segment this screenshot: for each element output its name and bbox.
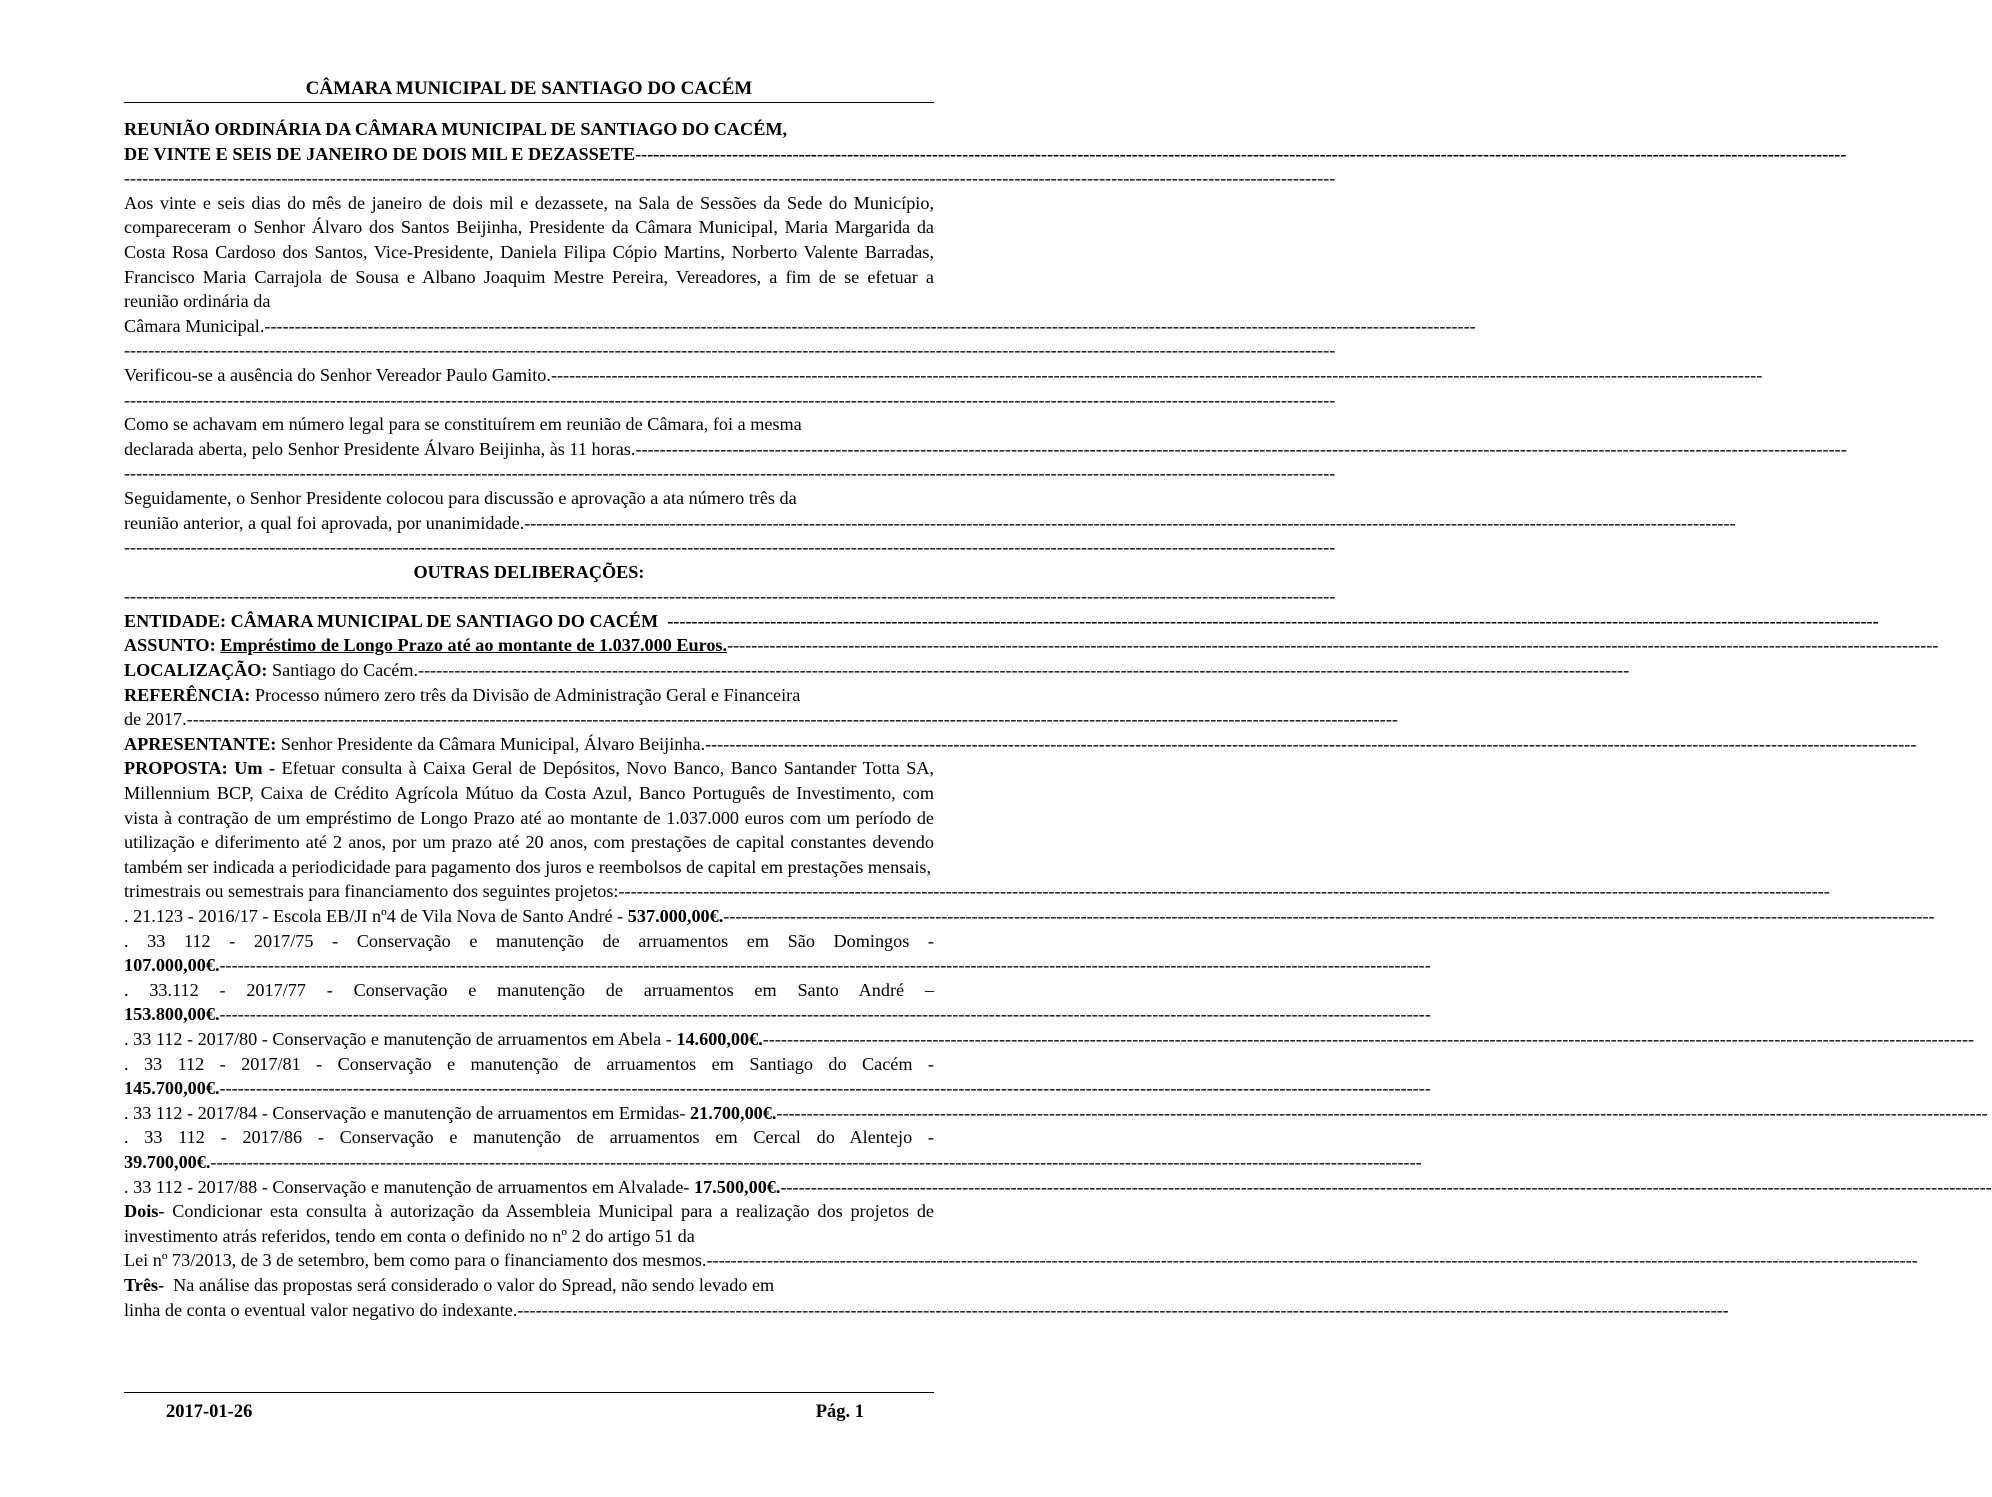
page-footer [124,1392,934,1423]
project-item: . 33 112 - 2017/84 - Conservação e manutenção de arruamentos em Ermidas- 21.700,00€. -------------------------------------------------------------------------------------------------------------------------------------------------------------------------------------------------------- [124,1102,1988,1123]
presenter-line: APRESENTANTE: Senhor Presidente da Câmara Municipal, Álvaro Beijinha. -------------------------------------------------------------------------------------------------------------------------------------------------------------------------------------------------------- [124,733,1917,754]
project-item: . 33 112 - 2017/80 - Conservação e manutenção de arruamentos em Abela - 14.600,00€. -------------------------------------------------------------------------------------------------------------------------------------------------------------------------------------------------------- [124,1028,1975,1049]
entity-line: ENTIDADE: CÂMARA MUNICIPAL DE SANTIAGO DO CACÉM -------------------------------------------------------------------------------------------------------------------------------------------------------------------------------------------------------- [124,610,1879,631]
document-page [124,78,1992,1322]
opening-paragraph-end: Câmara Municipal. -------------------------------------------------------------------------------------------------------------------------------------------------------------------------------------------------------- [124,315,1476,336]
meeting-heading-line1: REUNIÃO ORDINÁRIA DA CÂMARA MUNICIPAL DE SANTIAGO DO CACÉM, [124,119,788,139]
item-two-paragraph: Dois- Condicionar esta consulta à autorização da Assembleia Municipal para a realização dos projetos de investimento atrás referidos, tendo em conta o definido no nº 2 do artigo 51 da [124,1201,935,1246]
project-item: . 33 112 - 2017/75 - Conservação e manutenção de arruamentos em São Domingos - [124,930,934,951]
page-header-title: CÂMARA MUNICIPAL DE SANTIAGO DO CACÉM [305,78,753,99]
item-three-paragraph-end: linha de conta o eventual valor negativo do indexante. -------------------------------------------------------------------------------------------------------------------------------------------------------------------------------------------------------- [124,1299,1729,1320]
dash-line: -------------------------------------------------------------------------------------------------------------------------------------------------------------------------------------------------------- [124,340,1336,361]
header-rule [124,102,934,103]
footer-rule [124,1392,934,1393]
minutes-paragraph-end: reunião anterior, a qual foi aprovada, por unanimidade. -------------------------------------------------------------------------------------------------------------------------------------------------------------------------------------------------------- [124,512,1736,533]
project-amount: 39.700,00€. -------------------------------------------------------------------------------------------------------------------------------------------------------------------------------------------------------- [124,1151,1422,1172]
project-item: . 33 112 - 2017/88 - Conservação e manutenção de arruamentos em Alvalade- 17.500,00€. -------------------------------------------------------------------------------------------------------------------------------------------------------------------------------------------------------- [124,1176,1992,1197]
quorum-paragraph: Como se achavam em número legal para se constituírem em reunião de Câmara, foi a mesma [124,414,802,435]
project-item: . 21.123 - 2016/17 - Escola EB/JI nº4 de Vila Nova de Santo André - 537.000,00€. -------------------------------------------------------------------------------------------------------------------------------------------------------------------------------------------------------- [124,906,1935,926]
proposal-paragraph: PROPOSTA: Um - Efetuar consulta à Caixa Geral de Depósitos, Novo Banco, Banco Santander Totta SA, Millennium BCP, Caixa de Crédito Agrícola Mútuo da Costa Azul, Banco Português de Investimento, com vista à contração de um empréstimo de Longo Prazo até ao montante de 1.037.000 euros com um período de utilização e diferimento até 2 anos, por um prazo até 20 anos, com prestações de capital constantes devendo também ser indicada a periodicidade para pagamento dos juros e reembolsos de capital em prestações mensais, [124,758,934,877]
item-two-paragraph-end: Lei nº 73/2013, de 3 de setembro, bem como para o financiamento dos mesmos. -------------------------------------------------------------------------------------------------------------------------------------------------------------------------------------------------------- [124,1250,1918,1271]
reference-line: REFERÊNCIA: Processo número zero três da Divisão de Administração Geral e Financeira [124,684,801,705]
location-line: LOCALIZAÇÃO: Santiago do Cacém. -------------------------------------------------------------------------------------------------------------------------------------------------------------------------------------------------------- [124,660,1630,681]
dash-line: -------------------------------------------------------------------------------------------------------------------------------------------------------------------------------------------------------- [124,389,1336,410]
project-item: . 33 112 - 2017/86 - Conservação e manutenção de arruamentos em Cercal do Alentejo - [124,1127,934,1148]
project-item: . 33.112 - 2017/77 - Conservação e manutenção de arruamentos em Santo André – [124,979,934,1000]
project-amount: 145.700,00€. -------------------------------------------------------------------------------------------------------------------------------------------------------------------------------------------------------- [124,1078,1431,1099]
document-body [124,117,1992,1322]
projects-list [124,904,1992,1199]
footer-date: 2017-01-26 [166,1402,253,1422]
item-three-paragraph: Três- Na análise das propostas será considerado o valor do Spread, não sendo levado em [124,1274,775,1295]
dash-line: -------------------------------------------------------------------------------------------------------------------------------------------------------------------------------------------------------- [124,586,1336,607]
quorum-paragraph-end: declarada aberta, pelo Senhor Presidente Álvaro Beijinha, às 11 horas. -------------------------------------------------------------------------------------------------------------------------------------------------------------------------------------------------------- [124,438,1847,459]
dash-line: -------------------------------------------------------------------------------------------------------------------------------------------------------------------------------------------------------- [124,168,1336,189]
footer-page-number: Pág. 1 [815,1402,864,1422]
dash-line: -------------------------------------------------------------------------------------------------------------------------------------------------------------------------------------------------------- [124,463,1336,484]
project-item: . 33 112 - 2017/81 - Conservação e manutenção de arruamentos em Santiago do Cacém - [124,1053,934,1074]
meeting-heading-line2: DE VINTE E SEIS DE JANEIRO DE DOIS MIL E DEZASSETE -------------------------------------------------------------------------------------------------------------------------------------------------------------------------------------------------------- [124,143,1847,164]
opening-paragraph: Aos vinte e seis dias do mês de janeiro de dois mil e dezassete, na Sala de Sessões da Sede do Município, compareceram o Senhor Álvaro dos Santos Beijinha, Presidente da Câmara Municipal, Maria Margarida da Costa Rosa Cardoso dos Santos, Vice-Presidente, Daniela Filipa Cópio Martins, Norberto Valente Barradas, Francisco Maria Carrajola de Sousa e Albano Joaquim Mestre Pereira, Vereadores, a fim de se efetuar a reunião ordinária da [124,192,934,312]
proposal-paragraph-end: trimestrais ou semestrais para financiamento dos seguintes projetos: -------------------------------------------------------------------------------------------------------------------------------------------------------------------------------------------------------- [124,881,1830,902]
absence-paragraph: Verificou-se a ausência do Senhor Vereador Paulo Gamito. -------------------------------------------------------------------------------------------------------------------------------------------------------------------------------------------------------- [124,364,1763,385]
project-amount: 107.000,00€. -------------------------------------------------------------------------------------------------------------------------------------------------------------------------------------------------------- [124,955,1431,976]
subject-line: ASSUNTO: Empréstimo de Longo Prazo até ao montante de 1.037.000 Euros. -------------------------------------------------------------------------------------------------------------------------------------------------------------------------------------------------------- [124,635,1939,656]
reference-line-end: de 2017. -------------------------------------------------------------------------------------------------------------------------------------------------------------------------------------------------------- [124,709,1398,730]
minutes-paragraph: Seguidamente, o Senhor Presidente colocou para discussão e aprovação a ata número três da [124,487,797,508]
section-title: OUTRAS DELIBERAÇÕES: [413,561,645,582]
dash-line: -------------------------------------------------------------------------------------------------------------------------------------------------------------------------------------------------------- [124,537,1336,558]
project-amount: 153.800,00€. -------------------------------------------------------------------------------------------------------------------------------------------------------------------------------------------------------- [124,1004,1431,1025]
